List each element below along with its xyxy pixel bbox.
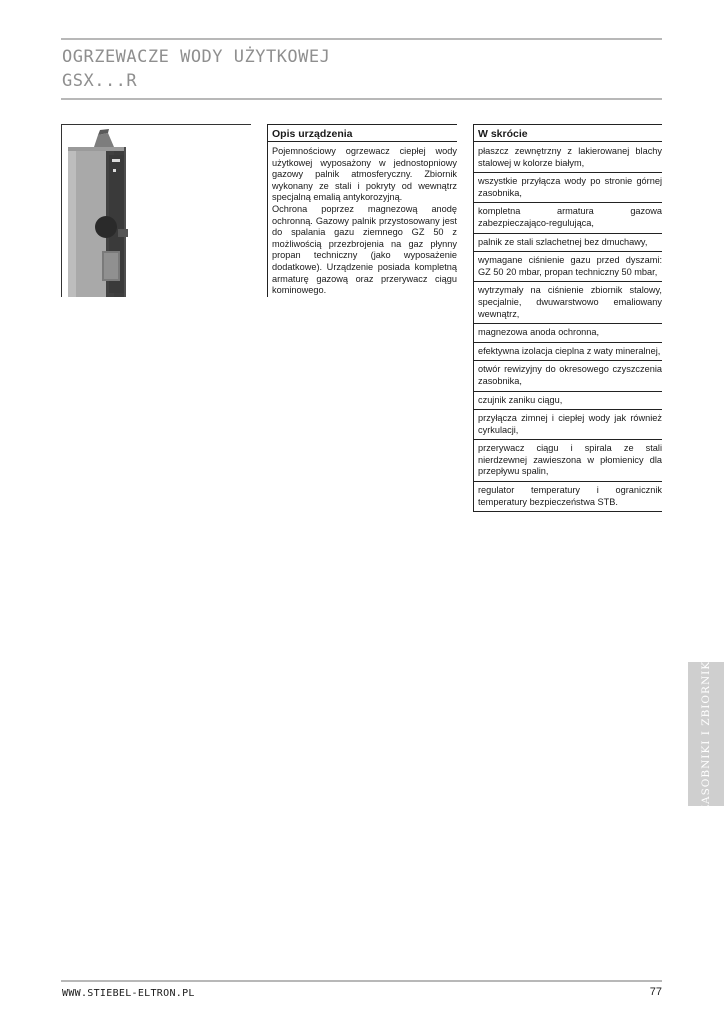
summary-heading: W skrócie	[473, 124, 662, 142]
list-item: wszystkie przyłącza wody po stronie górnej zasobnika,	[473, 173, 662, 203]
list-item: przerywacz ciągu i spirala ze stali nierdzewnej zawieszona w płomienicy dla przepływu spalin,	[473, 440, 662, 482]
list-item: regulator temperatury i ogranicznik temperatury bezpieczeństwa STB.	[473, 482, 662, 512]
list-item: magnezowa anoda ochronna,	[473, 324, 662, 343]
list-item: palnik ze stali szlachetnej bez dmuchawy,	[473, 234, 662, 253]
description-paragraph: Ochrona poprzez magnezową anodę ochronną. Gazowy palnik przystosowany jest do spalania gazu ziemnego GZ 50 z możliwością przezbrojenia na gaz płynny propan techniczny (jako wyposażenie dodatkowe). Urządzenie posiada kompletną armaturę gazową oraz przerywacz ciągu kominowego.	[272, 203, 457, 296]
description-column	[267, 124, 457, 297]
page-number: 77	[649, 986, 662, 998]
list-item: wytrzymały na ciśnienie zbiornik stalowy, specjalnie, dwuwarstwowo emaliowany wewnątrz,	[473, 282, 662, 324]
side-tab-label: ZASOBNIKI I ZBIORNIKI	[700, 655, 712, 813]
list-item: efektywna izolacja cieplna z waty mineralnej,	[473, 343, 662, 362]
description-text	[267, 142, 457, 297]
list-item: przyłącza zimnej i ciepłej wody jak również cyrkulacji,	[473, 410, 662, 440]
list-item: płaszcz zewnętrzny z lakierowanej blachy stalowej w kolorze białym,	[473, 142, 662, 173]
summary-column	[473, 124, 662, 512]
list-item: wymagane ciśnienie gazu przed dyszami: GZ 50 20 mbar, propan techniczny 50 mbar,	[473, 252, 662, 282]
description-paragraph: Pojemnościowy ogrzewacz ciepłej wody użytkowej wyposażony w jednostopniowy gazowy palnik atmosferyczny. Zbiornik wykonany ze stali i pokryty od wewnątrz specjalną emalią antykorozyjną.	[272, 146, 457, 203]
list-item: kompletna armatura gazowa zabezpieczająco-regulująca,	[473, 203, 662, 233]
product-image	[61, 124, 251, 297]
list-item: otwór rewizyjny do okresowego czyszczenia zasobnika,	[473, 361, 662, 391]
water-heater-illustration	[62, 125, 251, 297]
footer-url: WWW.STIEBEL-ELTRON.PL	[62, 988, 195, 999]
footer-rule	[61, 980, 662, 982]
summary-list	[473, 142, 662, 512]
page-title-line1: OGRZEWACZE WODY UŻYTKOWEJ	[62, 47, 331, 67]
header-top-rule	[61, 38, 662, 40]
section-side-tab	[688, 655, 724, 813]
list-item: czujnik zaniku ciągu,	[473, 392, 662, 411]
page-title-line2: GSX...R	[62, 71, 138, 91]
description-heading: Opis urządzenia	[267, 124, 457, 142]
header-bottom-rule	[61, 98, 662, 100]
